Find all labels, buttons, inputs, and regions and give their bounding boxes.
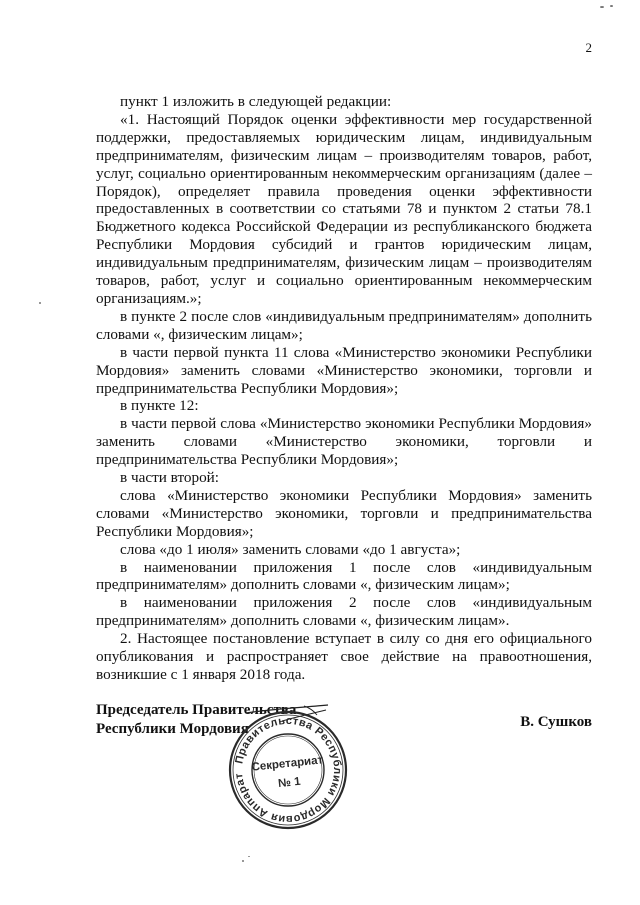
paragraph: 2. Настоящее постановление вступает в силу со дня его официального опубликования и распространяет свое действие на правоотношения, возникшие с 1 января 2018 года.	[96, 630, 592, 683]
page-number: 2	[585, 40, 592, 55]
paragraph: пункт 1 изложить в следующей редакции:	[120, 93, 392, 110]
scan-speck	[242, 860, 244, 862]
paragraph: в пункте 2 после слов «индивидуальным предпринимателям» дополнить словами «, физическим лицам»;	[96, 307, 592, 343]
signatory-title-line: Республики Мордовия	[96, 720, 249, 737]
seal-center-number: № 1	[277, 775, 302, 791]
paragraph: в части первой пункта 11 слова «Министерство экономики Республики Мордовия» заменить словами «Министерство экономики, торговли и предпринимательства Республики Мордовия»;	[96, 343, 592, 397]
official-seal	[226, 708, 350, 832]
paragraph: в пункте 12:	[120, 397, 199, 415]
scan-speck	[600, 6, 604, 8]
signatory-name: В. Сушков	[520, 714, 592, 730]
paragraph: «1. Настоящий Порядок оценки эффективности мер государственной поддержки, предоставляемых юридическим лицам, индивидуальным предпринимателям, физическим лицам – производителям товаров, работ, услуг, социально ориентированным некоммерческим организациям (далее – Порядок), определяет правила проведения оценки эффективности предоставленных в соответствии со статьями 78 и пунктом 2 статьи 78.1 Бюджетного кодекса Российской Федерации из республиканского бюджета Республики Мордовия субсидий и грантов юридическим лицам, индивидуальным предпринимателям, физическим лицам – производителям товаров, работ, услуг и социально ориентированным некоммерческим организациям.»;	[96, 110, 592, 307]
scan-speck	[248, 856, 250, 857]
paragraph: в наименовании приложения 2 после слов «индивидуальным предпринимателям» дополнить словами «, физическим лицам».	[96, 594, 592, 630]
scan-speck	[39, 302, 41, 304]
signatory-title-line: Председатель Правительства	[96, 702, 297, 718]
svg-text:Правительства Республики Мордо	[233, 715, 343, 825]
scan-speck	[610, 5, 613, 7]
document-body	[96, 93, 592, 684]
paragraph: слова «до 1 июля» заменить словами «до 1 августа»;	[120, 540, 461, 558]
seal-center-title: Секретариат	[251, 754, 324, 774]
paragraph: в части первой слова «Министерство экономики Республики Мордовия» заменить словами «Министерство экономики, торговли и предпринимательства Республики Мордовия»;	[96, 415, 592, 469]
paragraph: в части второй:	[120, 469, 220, 487]
seal-ring-text: Правительства Республики Мордовия Аппарат	[233, 714, 344, 826]
paragraph: в наименовании приложения 1 после слов «индивидуальным предпринимателям» дополнить словами «, физическим лицам»;	[96, 558, 592, 594]
paragraph: слова «Министерство экономики Республики Мордовия» заменить словами «Министерство экономики, торговли и предпринимательства Республики Мордовия»;	[96, 486, 592, 540]
